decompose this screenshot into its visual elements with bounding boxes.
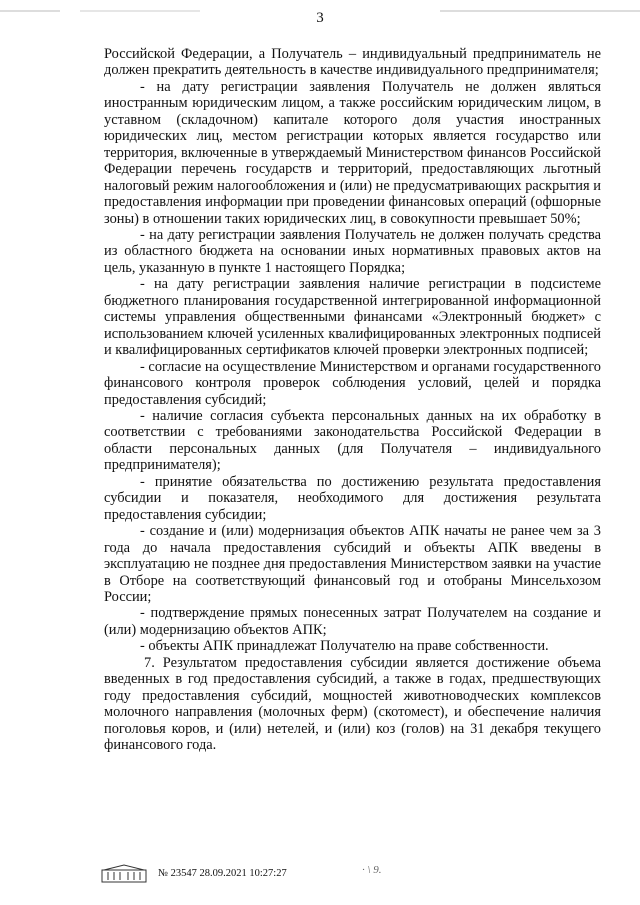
scan-edge (0, 0, 640, 2)
paragraph-consent-inspection: - согласие на осуществление Министерством и органами государственного финансового контроля проверок соблюдения условий, целей и порядка предоставления субсидий; (104, 358, 601, 408)
paragraph-continuation: Российской Федерации, а Получатель – индивидуальный предприниматель не должен прекратить деятельность в качестве индивидуального предпринимателя; (104, 46, 601, 79)
handwritten-mark: · \ 9. (362, 864, 382, 876)
paragraph-electronic-budget: - на дату регистрации заявления наличие регистрации в подсистеме бюджетного планирования государственной интегрированной информационной системы управления общественными финансами «Электронный бюджет» с использованием ключей усиленных квалифицированных электронных подписей и квалифицированных сертификатов ключей проверки электронных подписей; (104, 276, 601, 359)
footer (100, 864, 600, 888)
paragraph-obligation: - принятие обязательства по достижению результата предоставления субсидии и показателя, необходимого для достижения результата предоставления субсидии; (104, 473, 601, 523)
paragraph-direct-costs: - подтверждение прямых понесенных затрат Получателем на создание и (или) модернизацию объектов АПК; (104, 605, 601, 638)
page-number: 3 (316, 10, 324, 26)
document-body (104, 46, 601, 753)
paragraph-regional-budget: - на дату регистрации заявления Получатель не должен получать средства из областного бюджета на основании иных нормативных правовых актов на цель, указанную в пункте 1 настоящего Порядка; (104, 226, 601, 276)
registry-seal-icon (100, 864, 148, 884)
registration-stamp: № 23547 28.09.2021 10:27:27 (158, 868, 287, 879)
paragraph-ownership: - объекты АПК принадлежат Получателю на праве собственности. (140, 638, 549, 655)
paragraph-personal-data: - наличие согласия субъекта персональных данных на их обработку в соответствии с требованиями законодательства Российской Федерации в области персональных данных (для Получателя – индивидуального предпринимателя); (104, 407, 601, 474)
paragraph-foreign-entity: - на дату регистрации заявления Получатель не должен являться иностранным юридическим лицом, а также российским юридическим лицом, в уставном (складочном) капитале которого доля участия иностранных юридических лиц, местом регистрации которых является государство или территория, включенные в утверждаемый Министерством финансов Российской Федерации перечень государств и территорий, предоставляющих льготный налоговый режим налогообложения и (или) не предусматривающих раскрытия и предоставления информации при проведении финансовых операций (офшорные зоны) в отношении таких юридических лиц, в совокупности превышает 50%; (104, 78, 601, 227)
paragraph-apk-creation: - создание и (или) модернизация объектов АПК начаты не ранее чем за 3 года до начала предоставления субсидий и объекты АПК введены в эксплуатацию не позднее дня предоставления Министерством заявки на участие в Отборе на соответствующий финансовый год и отобраны Минсельхозом России; (104, 523, 601, 605)
paragraph-result: 7. Результатом предоставления субсидии является достижение объема введенных в год предоставления субсидий, а также в годах, предшествующих году предоставления субсидий, мощностей животноводческих комплексов молочного направления (молочных ферм) (скотомест), и обеспечение наличия поголовья коров, и (или) нетелей, и (или) коз (голов) на 31 декабря текущего финансового года. (104, 654, 601, 754)
